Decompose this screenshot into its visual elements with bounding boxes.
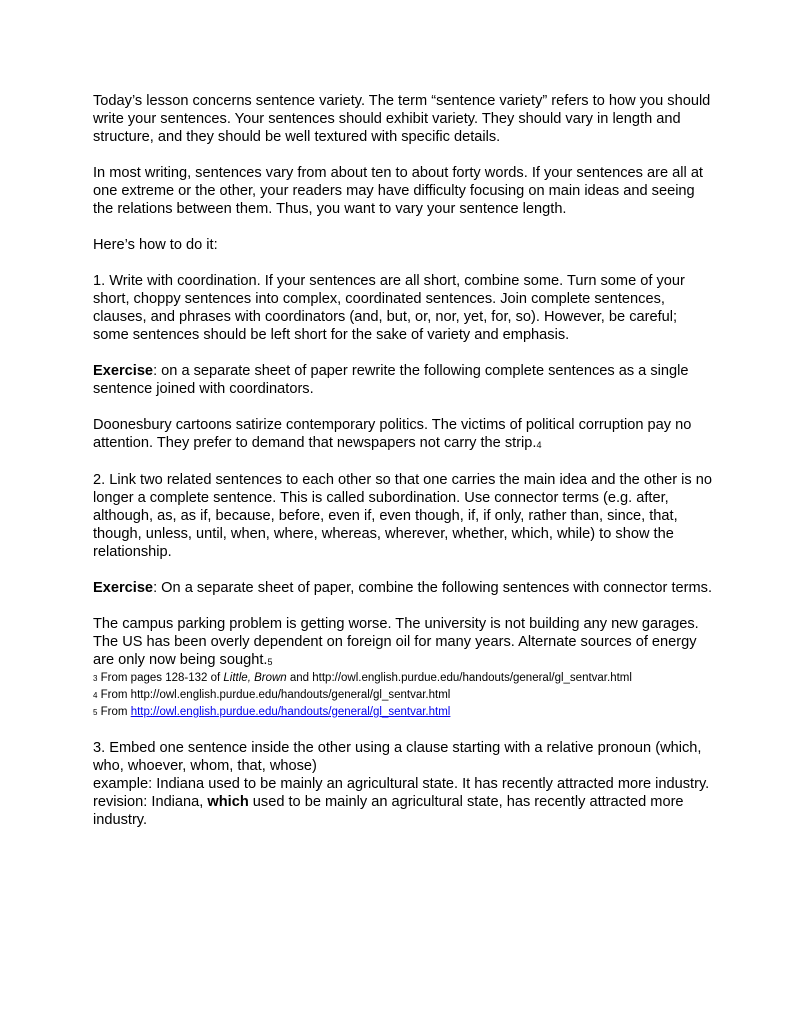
footnote-5 bbox=[93, 704, 713, 721]
revision-pre: revision: Indiana, bbox=[93, 794, 208, 810]
footnote-4 bbox=[93, 687, 713, 704]
footnote-4-number: 4 bbox=[93, 691, 98, 700]
how-to-paragraph: Here’s how to do it: bbox=[93, 237, 218, 253]
footnote-3-italic: Little, Brown bbox=[223, 672, 287, 684]
campus-paragraph bbox=[93, 615, 713, 670]
footnote-3-number: 3 bbox=[93, 674, 98, 683]
revision-post: used to be mainly an agricultural state, has recently attracted more industry. bbox=[93, 794, 684, 828]
embed-paragraph: 3. Embed one sentence inside the other using a clause starting with a relative pronoun (which, who, whoever, whom, that, whose) bbox=[93, 740, 702, 774]
footnote-5-text: From bbox=[100, 706, 131, 718]
footnote-3-url: and http://owl.english.purdue.edu/handouts/general/gl_sentvar.html bbox=[286, 672, 632, 684]
doonesbury-paragraph bbox=[93, 416, 713, 453]
intro-paragraph: Today’s lesson concerns sentence variety. The term “sentence variety” refers to how you should write your sentences. Your sentences should exhibit variety. They should vary in length and structure, and they should be well textured with specific details. bbox=[93, 93, 711, 145]
coordination-paragraph: 1. Write with coordination. If your sentences are all short, combine some. Turn some of your short, choppy sentences into complex, coordinated sentences. Join complete sentences, clauses, and phrases with coordinators (and, but, or, nor, yet, for, so). However, be careful; some sentences should be left short for the sake of variety and emphasis. bbox=[93, 273, 685, 343]
exercise-2-text: : On a separate sheet of paper, combine the following sentences with connector terms. bbox=[153, 580, 712, 596]
footnote-5-link[interactable]: http://owl.english.purdue.edu/handouts/general/gl_sentvar.html bbox=[130, 706, 451, 718]
footnotes bbox=[93, 670, 713, 721]
revision-paragraph bbox=[93, 793, 713, 829]
footnote-4-text: From http://owl.english.purdue.edu/handouts/general/gl_sentvar.html bbox=[100, 689, 451, 701]
footnote-3-text: From pages 128-132 of bbox=[100, 672, 224, 684]
exercise-1-label: Exercise bbox=[93, 363, 154, 379]
doonesbury-text: Doonesbury cartoons satirize contemporary politics. The victims of political corruption pay no attention. They prefer to demand that newspapers not carry the strip. bbox=[93, 417, 692, 451]
revision-bold: which bbox=[207, 794, 249, 810]
exercise-2-paragraph bbox=[93, 579, 713, 597]
footnote-3 bbox=[93, 670, 713, 687]
exercise-1-paragraph bbox=[93, 362, 713, 398]
exercise-1-text: : on a separate sheet of paper rewrite the following complete sentences as a single sentence joined with coordinators. bbox=[93, 363, 689, 397]
footnote-ref-5: 5 bbox=[267, 657, 273, 667]
subordination-paragraph: 2. Link two related sentences to each other so that one carries the main idea and the other is no longer a complete sentence. This is called subordination. Use connector terms (e.g. after, although, as, as if, because, before, even if, even though, if, if only, rather than, since, that, though, unless, until, when, where, whereas, wherever, whether, which, while) to show the relationship. bbox=[93, 472, 712, 560]
document-body bbox=[93, 92, 713, 829]
footnote-ref-4: 4 bbox=[536, 440, 542, 450]
exercise-2-label: Exercise bbox=[93, 580, 154, 596]
length-paragraph: In most writing, sentences vary from about ten to about forty words. If your sentences are all at one extreme or the other, your readers may have difficulty focusing on main ideas and seeing the relations between them. Thus, you want to vary your sentence length. bbox=[93, 165, 703, 217]
footnote-5-number: 5 bbox=[93, 708, 98, 717]
campus-text: The campus parking problem is getting worse. The university is not building any new garages. The US has been overly dependent on foreign oil for many years. Alternate sources of energy are only now being sought. bbox=[93, 616, 699, 668]
example-paragraph: example: Indiana used to be mainly an agricultural state. It has recently attracted more industry. bbox=[93, 776, 710, 792]
